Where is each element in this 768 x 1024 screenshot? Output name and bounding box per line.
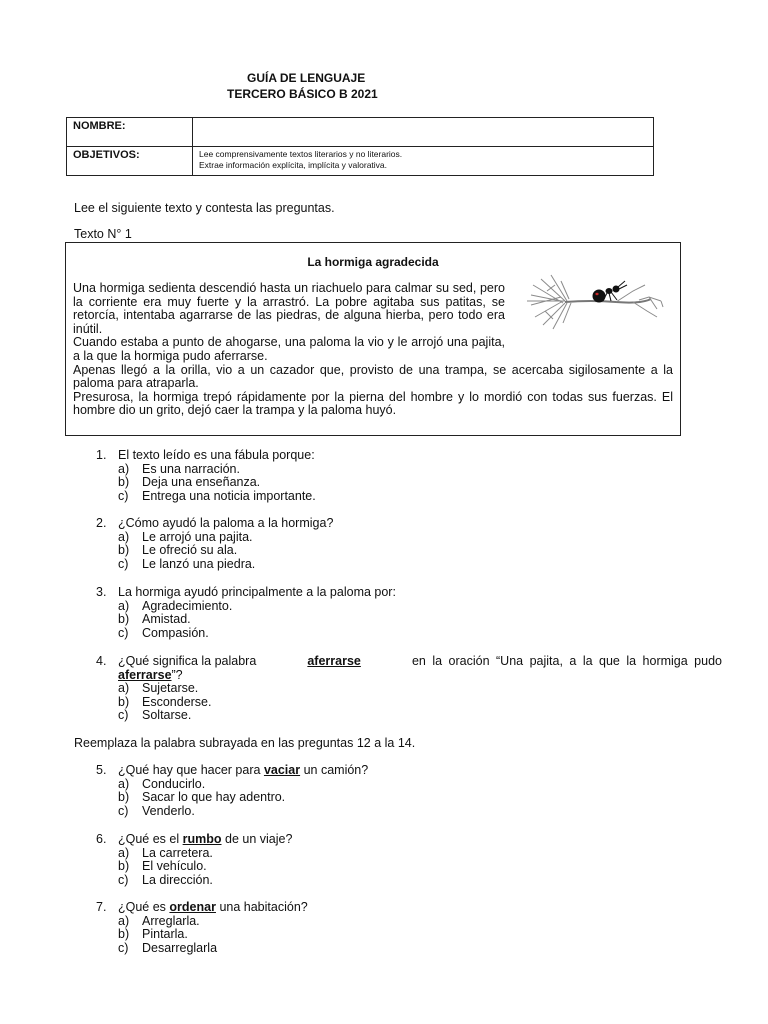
- stem-text: un camión?: [303, 763, 369, 777]
- question-number: 2.: [96, 516, 107, 530]
- info-table: [66, 117, 654, 176]
- question-number: 4.: [96, 654, 107, 668]
- option-text: Sujetarse.: [142, 681, 199, 695]
- option-letter: a): [118, 598, 130, 613]
- replace-instruction: Reemplaza la palabra subrayada en las preguntas 12 a la 14.: [74, 736, 416, 750]
- objetivo-1: Lee comprensivamente textos literarios y no literarios.: [199, 149, 403, 159]
- stem-text: ¿Qué significa la palabra: [118, 654, 257, 668]
- option-letter: b): [118, 475, 130, 489]
- option-text: Desarreglarla: [142, 940, 218, 955]
- question-number: 1.: [96, 448, 107, 462]
- objetivo-2: Extrae información explícita, implícita y valorativa.: [199, 160, 388, 170]
- option-letter: c): [118, 940, 129, 955]
- option-letter: a): [118, 913, 130, 928]
- option-letter: c): [118, 488, 129, 503]
- option-letter: b): [118, 790, 130, 804]
- option-letter: c): [118, 803, 129, 818]
- question-number: 5.: [96, 763, 107, 777]
- option-text: La dirección.: [142, 872, 213, 887]
- option-letter: c): [118, 872, 129, 887]
- question-stem: [118, 901, 308, 915]
- option-text: Amistad.: [142, 612, 191, 626]
- instructions: Lee el siguiente texto y contesta las preguntas.: [74, 201, 335, 215]
- story-box: [65, 242, 681, 436]
- text-label: Texto N° 1: [74, 227, 132, 241]
- story-paragraph-3: Apenas llegó a la orilla, vio a un cazador que, provisto de una trampa, se acercaba sigilosamente a la paloma para atraparla.: [73, 362, 673, 391]
- option-letter: c): [118, 708, 129, 722]
- option-letter: b): [118, 543, 130, 557]
- page-title: GUÍA DE LENGUAJE: [247, 71, 366, 85]
- keyword: ordenar: [169, 900, 216, 914]
- question-stem: [118, 764, 368, 778]
- question-stem: El texto leído es una fábula porque:: [118, 448, 315, 462]
- nombre-label: NOMBRE:: [67, 118, 193, 147]
- option-letter: a): [118, 776, 130, 791]
- stem-text: ¿Qué hay que hacer para: [118, 763, 261, 777]
- question-stem: La hormiga ayudó principalmente a la paloma por:: [118, 585, 396, 599]
- option-letter: b): [118, 859, 130, 873]
- stem-text: ¿Qué es: [118, 900, 166, 914]
- objetivos-label: OBJETIVOS:: [67, 147, 193, 176]
- option-text: Agradecimiento.: [142, 598, 233, 613]
- option-text: Pintarla.: [142, 927, 188, 941]
- nombre-field[interactable]: [193, 118, 654, 147]
- stem-text: una habitación?: [219, 900, 308, 914]
- option-text: La carretera.: [142, 845, 213, 860]
- option-text: Sacar lo que hay adentro.: [142, 790, 286, 804]
- option-text: Le ofreció su ala.: [142, 543, 238, 557]
- story-paragraph-2: Cuando estaba a punto de ahogarse, una paloma la vio y le arrojó una pajita, a la que la hormiga pudo aferrarse.: [73, 335, 505, 363]
- objetivos-cell: [193, 147, 654, 176]
- option-letter: a): [118, 681, 130, 695]
- question-number: 7.: [96, 900, 107, 914]
- story-text: [73, 282, 673, 418]
- question-number: 3.: [96, 585, 107, 599]
- option-letter: b): [118, 927, 130, 941]
- question-stem: [118, 833, 292, 847]
- question-stem-continuation: [118, 669, 183, 683]
- option-text: Venderlo.: [142, 803, 195, 818]
- stem-text: de un viaje?: [225, 832, 293, 846]
- keyword: aferrarse: [118, 667, 172, 682]
- option-text: Le arrojó una pajita.: [142, 529, 253, 544]
- stem-text: ”?: [171, 667, 183, 682]
- keyword: vaciar: [263, 763, 301, 777]
- option-text: Es una narración.: [142, 461, 240, 476]
- story-paragraph-4: Presurosa, la hormiga trepó rápidamente por la pierna del hombre y lo mordió con todas sus fuerzas. El hombre dio un grito, dejó caer la trampa y la paloma huyó.: [73, 389, 673, 418]
- option-letter: a): [118, 529, 130, 544]
- option-letter: c): [118, 556, 129, 571]
- option-text: Deja una enseñanza.: [142, 475, 261, 489]
- question-stem: ¿Cómo ayudó la paloma a la hormiga?: [118, 516, 334, 530]
- option-text: Compasión.: [142, 625, 209, 640]
- question-stem: [118, 655, 722, 669]
- story-paragraph-1: Una hormiga sedienta descendió hasta un riachuelo para calmar su sed, pero la corriente era muy fuerte y la arrastró. La pobre agitaba sus patitas, se retorcía, intentaba agarrarse de las piedras, de alguna hierba, pero todo era inútil.: [73, 281, 505, 336]
- stem-text: en la oración “Una pajita, a la que la hormiga pudo: [411, 654, 722, 668]
- option-letter: a): [118, 845, 130, 860]
- option-text: Esconderse.: [142, 694, 212, 709]
- option-text: Le lanzó una piedra.: [142, 556, 256, 571]
- keyword: aferrarse: [307, 654, 361, 668]
- page-subtitle: TERCERO BÁSICO B 2021: [227, 87, 378, 101]
- option-text: Soltarse.: [142, 708, 192, 722]
- stem-text: ¿Qué es el: [118, 832, 180, 846]
- option-text: Arreglarla.: [142, 913, 200, 928]
- option-letter: a): [118, 461, 130, 476]
- option-text: El vehículo.: [142, 859, 207, 873]
- question-number: 6.: [96, 832, 107, 846]
- option-letter: c): [118, 625, 129, 640]
- option-letter: b): [118, 694, 130, 709]
- story-title: La hormiga agradecida: [307, 255, 439, 269]
- option-text: Entrega una noticia importante.: [142, 488, 316, 503]
- option-text: Conducirlo.: [142, 776, 206, 791]
- option-letter: b): [118, 612, 130, 626]
- keyword: rumbo: [182, 832, 222, 846]
